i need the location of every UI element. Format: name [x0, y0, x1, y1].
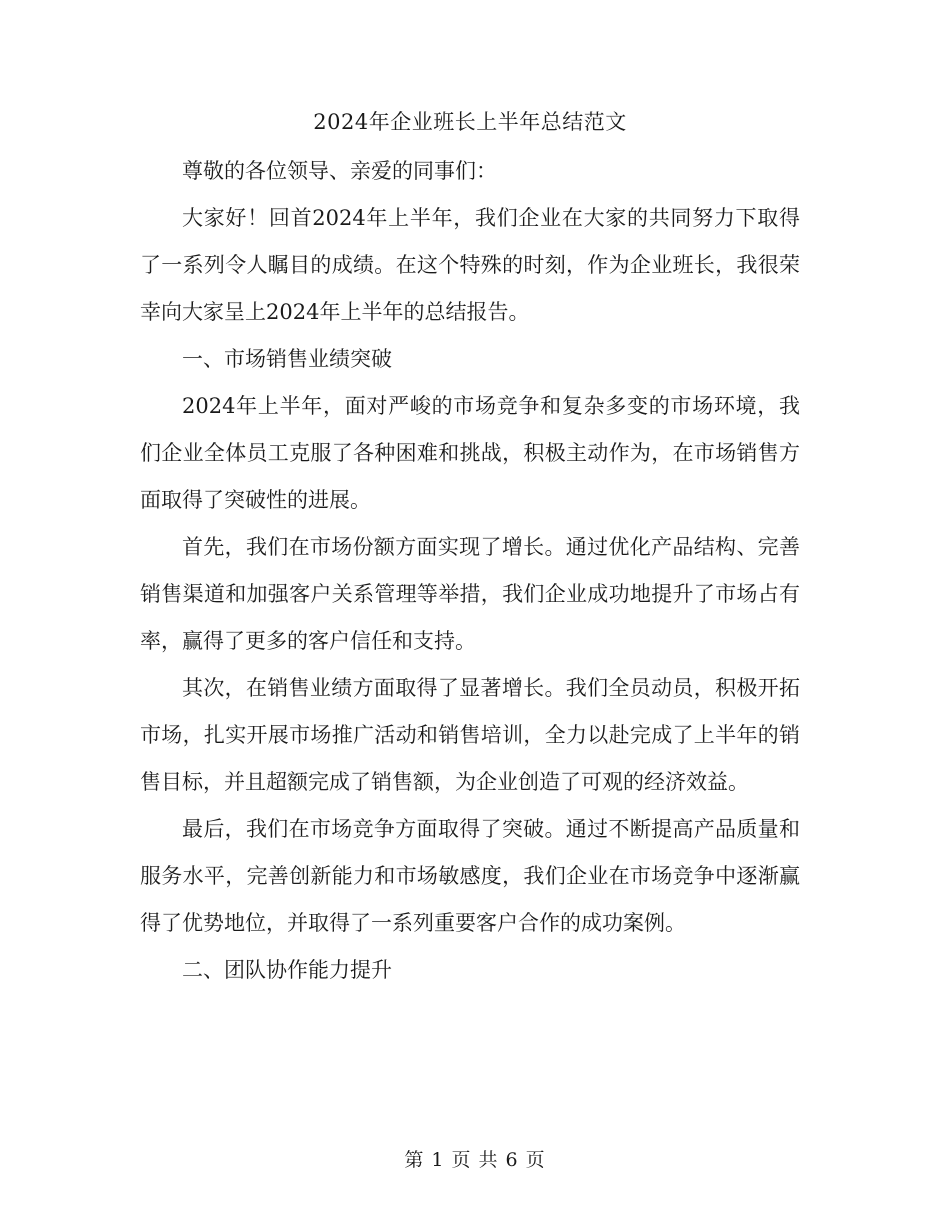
- body-paragraph: 最后，我们在市场竞争方面取得了突破。通过不断提高产品质量和服务水平，完善创新能力和市场敏感度，我们企业在市场竞争中逐渐赢得了优势地位，并取得了一系列重要客户合作的成功案例。: [140, 817, 800, 935]
- body-paragraph: 其次，在销售业绩方面取得了显著增长。我们全员动员，积极开拓市场，扎实开展市场推广活动和销售培训，全力以赴完成了上半年的销售目标，并且超额完成了销售额，为企业创造了可观的经济效益。: [140, 676, 800, 794]
- body-paragraph: 2024年上半年，面对严峻的市场竞争和复杂多变的市场环境，我们企业全体员工克服了各种困难和挑战，积极主动作为，在市场销售方面取得了突破性的进展。: [140, 394, 800, 512]
- section-heading-2: 二、团队协作能力提升: [182, 958, 392, 982]
- intro-paragraph: 大家好！回首2024年上半年，我们企业在大家的共同努力下取得了一系列令人瞩目的成绩。在这个特殊的时刻，作为企业班长，我很荣幸向大家呈上2024年上半年的总结报告。: [140, 206, 800, 324]
- body-paragraph: 首先，我们在市场份额方面实现了增长。通过优化产品结构、完善销售渠道和加强客户关系管理等举措，我们企业成功地提升了市场占有率，赢得了更多的客户信任和支持。: [140, 535, 800, 653]
- page-footer: 第 1 页 共 6 页: [404, 1149, 546, 1171]
- document-title: 2024年企业班长上半年总结范文: [313, 110, 627, 134]
- salutation: 尊敬的各位领导、亲爱的同事们：: [182, 159, 497, 183]
- section-heading-1: 一、市场销售业绩突破: [182, 347, 392, 371]
- document-body: [140, 100, 800, 994]
